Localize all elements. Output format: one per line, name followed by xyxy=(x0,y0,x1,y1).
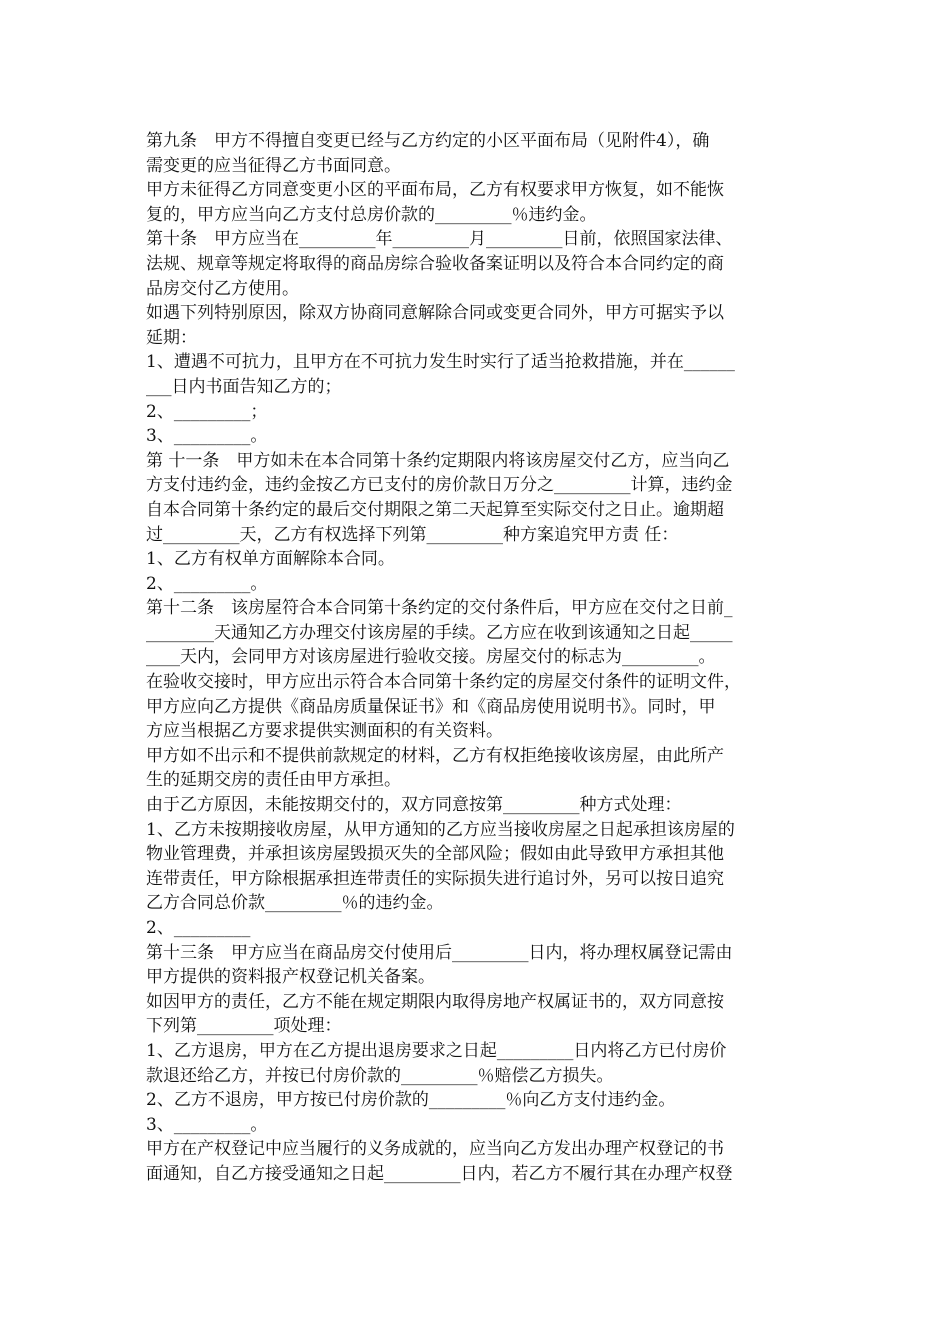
text-line: 第十二条 该房屋符合本合同第十条约定的交付条件后，甲方应在交付之日前_ xyxy=(146,598,733,619)
text-line: 乙方合同总价款_________％的违约金。 xyxy=(146,893,444,914)
text-line: 需变更的应当征得乙方书面同意。 xyxy=(146,155,401,176)
text-line: 甲方提供的资料报产权登记机关备案。 xyxy=(146,967,435,988)
text-line: 甲方如不出示和不提供前款规定的材料，乙方有权拒绝接收该房屋，由此所产 xyxy=(146,745,724,766)
text-line: 物业管理费，并承担该房屋毁损灭失的全部风险；假如由此导致甲方承担其他 xyxy=(146,844,724,865)
text-line: 自本合同第十条约定的最后交付期限之第二天起算至实际交付之日止。逾期超 xyxy=(146,499,724,520)
text-line: 甲方应向乙方提供《商品房质量保证书》和《商品房使用说明书》。同时，甲 xyxy=(146,696,716,717)
text-line: 方应当根据乙方要求提供实测面积的有关资料。 xyxy=(146,721,503,742)
text-line: 方支付违约金，违约金按乙方已支付的房价款日万分之_________计算，违约金 xyxy=(146,475,733,496)
text-line: 2、_________ xyxy=(146,918,251,938)
text-line: ___日内书面告知乙方的； xyxy=(146,376,342,397)
text-line: 1、乙方有权单方面解除本合同。 xyxy=(146,549,395,570)
text-line: 如遇下列特别原因，除双方协商同意解除合同或变更合同外，甲方可据实予以 xyxy=(146,303,724,324)
text-line: 甲方未征得乙方同意变更小区的平面布局，乙方有权要求甲方恢复，如不能恢 xyxy=(146,180,724,201)
text-line: ________天通知乙方办理交付该房屋的手续。乙方应在收到该通知之日起_____ xyxy=(146,622,733,643)
text-line: 由于乙方原因，未能按期交付的，双方同意按第_________种方式处理： xyxy=(146,795,682,816)
text-line: 生的延期交房的责任由甲方承担。 xyxy=(146,770,401,791)
text-line: 1、遭遇不可抗力，且甲方在不可抗力发生时实行了适当抢救措施，并在______ xyxy=(146,352,735,373)
text-line: 1、乙方未按期接收房屋，从甲方通知的乙方应当接收房屋之日起承担该房屋的 xyxy=(146,819,735,840)
text-line: 第十条 甲方应当在_________年_________月_________日前，依照国家法律、 xyxy=(146,229,733,250)
text-line: 过_________天，乙方有权选择下列第_________种方案追究甲方责 任： xyxy=(146,524,679,545)
text-line: 第九条 甲方不得擅自变更已经与乙方约定的小区平面布局（见附件4），确 xyxy=(146,131,710,151)
text-line: 在验收交接时，甲方应出示符合本合同第十条约定的房屋交付条件的证明文件， xyxy=(146,672,741,693)
text-line: 第十三条 甲方应当在商品房交付使用后_________日内，将办理权属登记需由 xyxy=(146,942,733,963)
text-line: 2、_________； xyxy=(146,401,268,422)
text-line: 2、乙方不退房，甲方按已付房价款的_________％向乙方支付违约金。 xyxy=(146,1090,676,1111)
text-line: 款退还给乙方，并按已付房价款的_________％赔偿乙方损失。 xyxy=(146,1065,614,1086)
text-line: 面通知，自乙方接受通知之日起_________日内，若乙方不履行其在办理产权登 xyxy=(146,1163,733,1184)
document-body xyxy=(146,129,806,1187)
text-line: 2、_________。 xyxy=(146,573,268,594)
text-line: 复的，甲方应当向乙方支付总房价款的_________％违约金。 xyxy=(146,204,597,225)
text-line: 法规、规章等规定将取得的商品房综合验收备案证明以及符合本合同约定的商 xyxy=(146,253,724,274)
text-line: 1、乙方退房，甲方在乙方提出退房要求之日起_________日内将乙方已付房价 xyxy=(146,1040,727,1061)
text-line: 品房交付乙方使用。 xyxy=(146,278,299,299)
text-line: 如因甲方的责任，乙方不能在规定期限内取得房地产权属证书的，双方同意按 xyxy=(146,991,724,1012)
text-line: 甲方在产权登记中应当履行的义务成就的，应当向乙方发出办理产权登记的书 xyxy=(146,1139,724,1160)
text-line: 第 十一条 甲方如未在本合同第十条约定期限内将该房屋交付乙方，应当向乙 xyxy=(146,450,730,471)
text-line: 3、_________。 xyxy=(146,426,268,447)
text-line: 下列第_________项处理： xyxy=(146,1016,342,1037)
text-line: 延期： xyxy=(146,327,197,348)
text-line: 连带责任，甲方除根据承担连带责任的实际损失进行追讨外，另可以按日追究 xyxy=(146,868,724,889)
text-line: ____天内，会同甲方对该房屋进行验收交接。房屋交付的标志为_________。 xyxy=(146,647,716,668)
text-line: 3、_________。 xyxy=(146,1114,268,1135)
